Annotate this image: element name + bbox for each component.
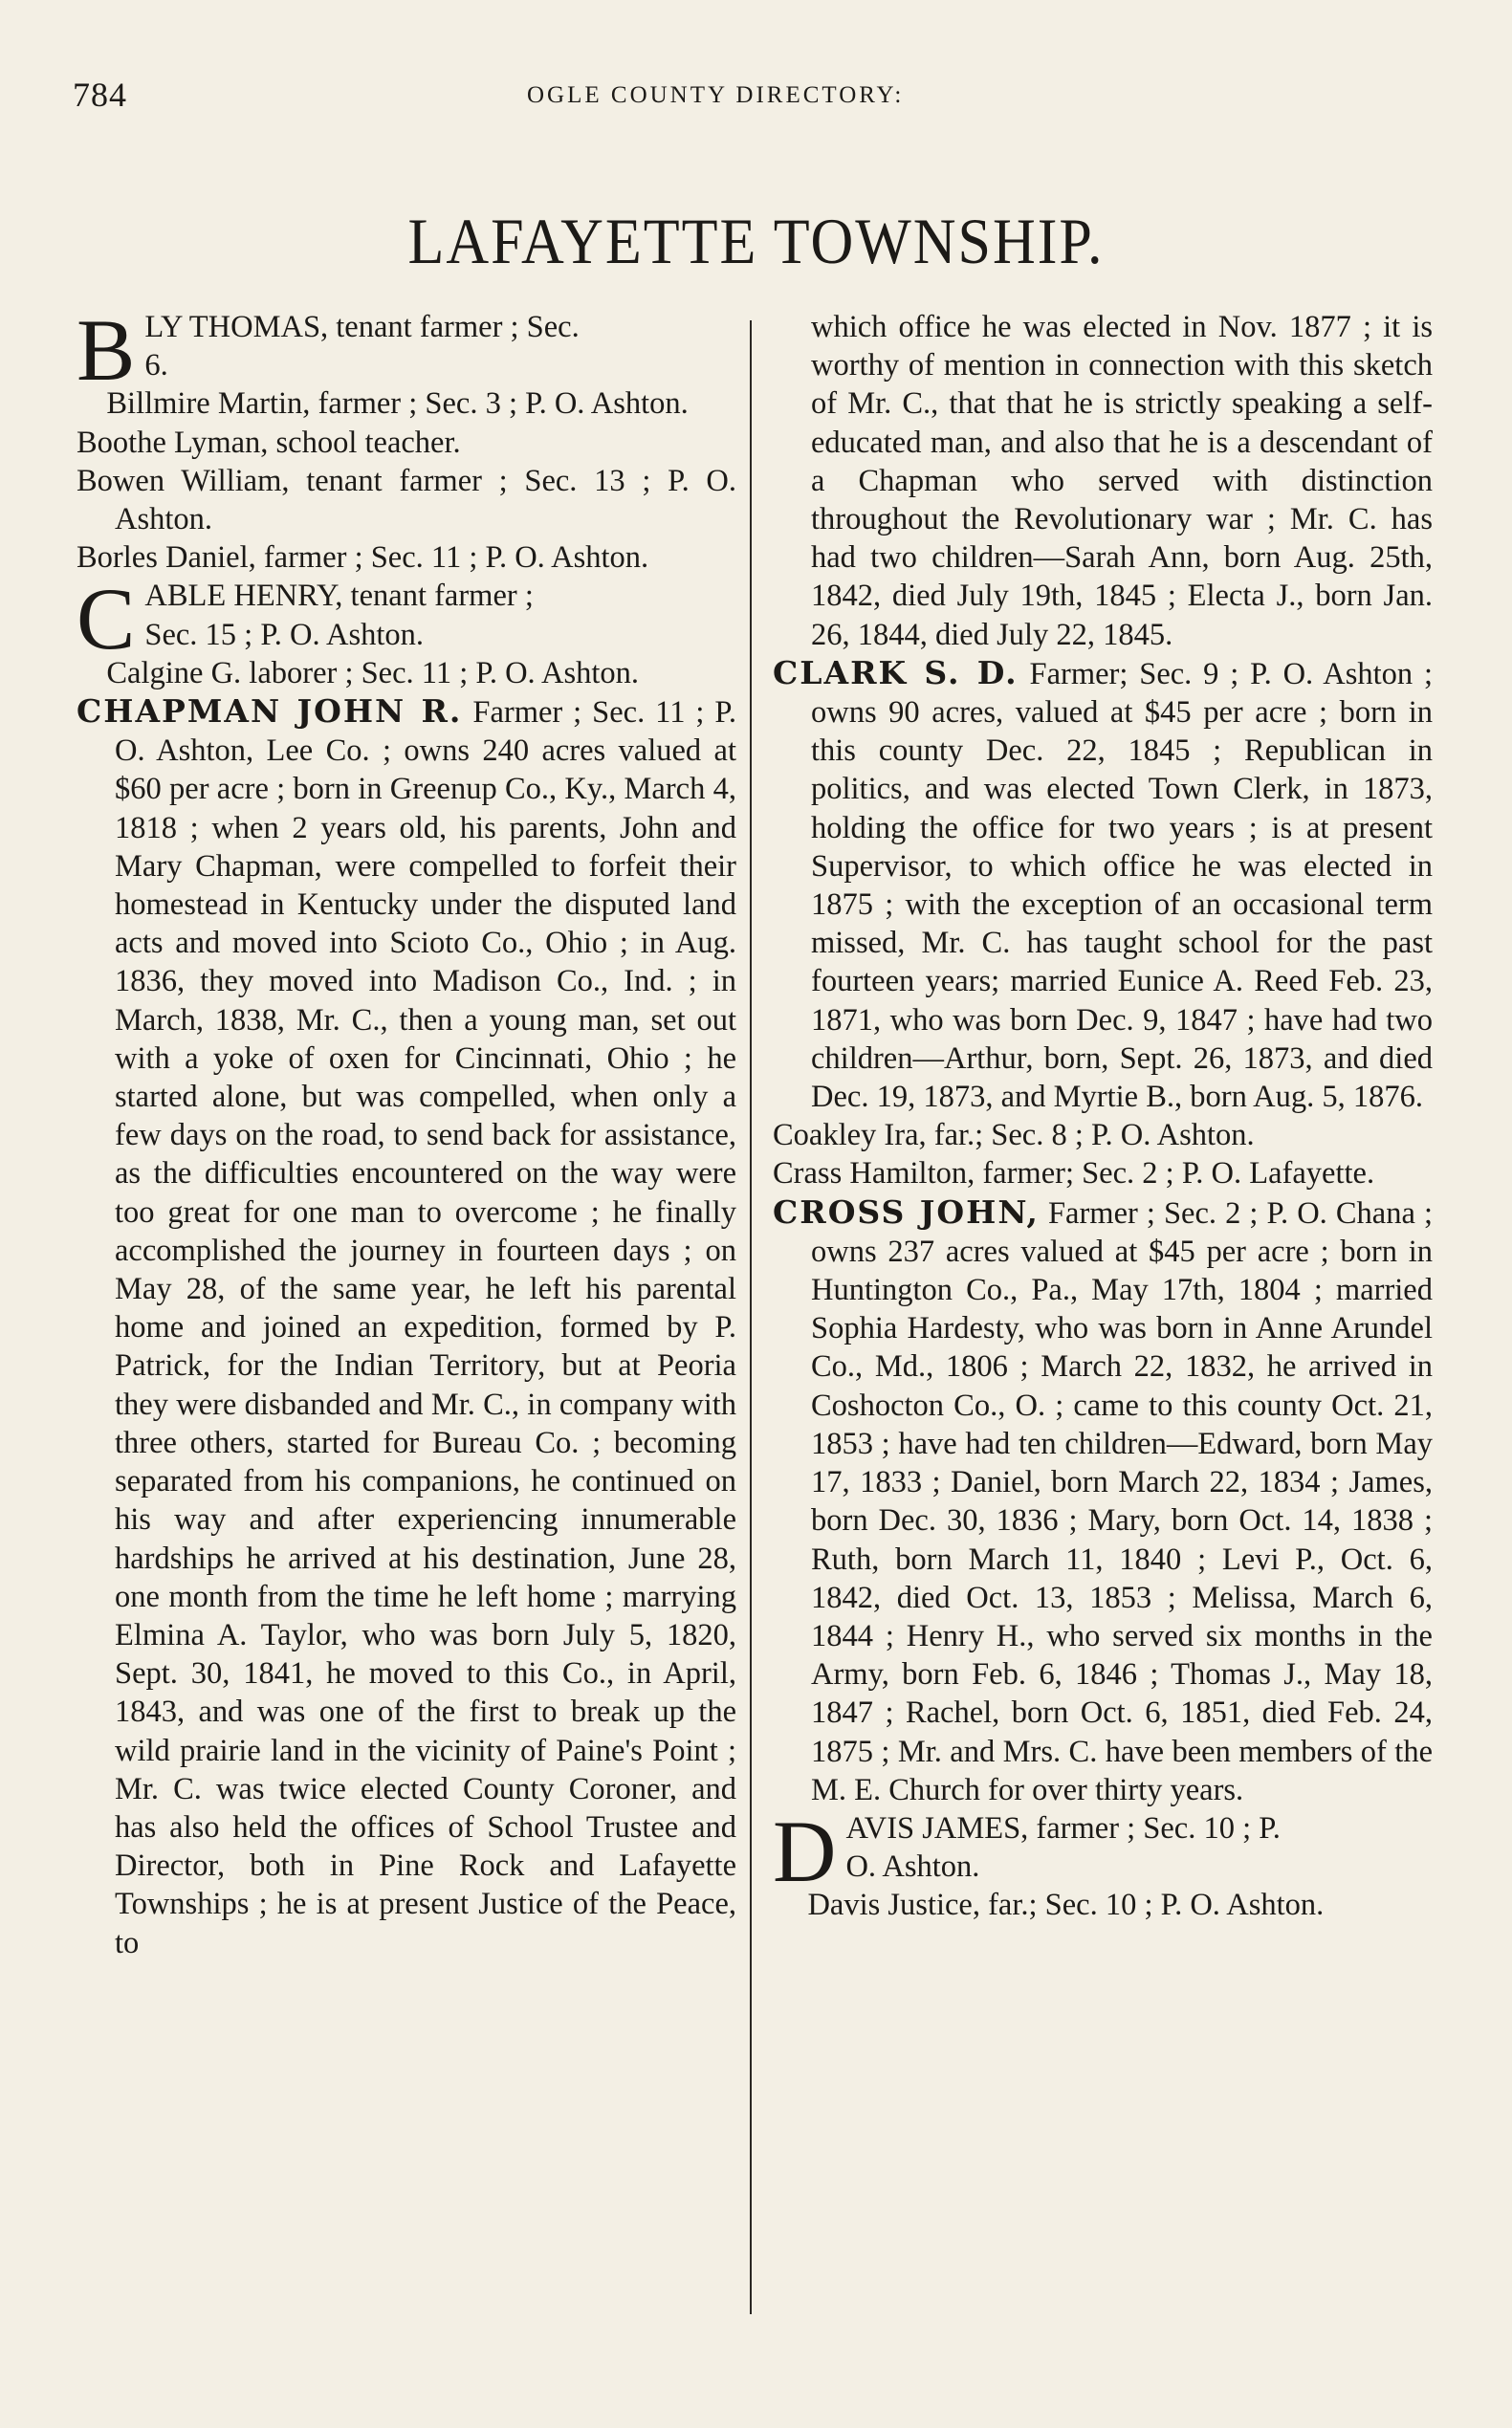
entry-clark	[773, 654, 1433, 1116]
entry-text: LY THOMAS, tenant farmer ; Sec.	[144, 310, 580, 344]
entry-calgine: Calgine G. laborer ; Sec. 11 ; P. O. Ashton.	[106, 655, 640, 690]
entry-crass: Crass Hamilton, farmer; Sec. 2 ; P. O. Lafayette.	[773, 1156, 1375, 1192]
dropcap-d: D	[773, 1802, 837, 1900]
page-header	[73, 75, 1440, 113]
entry-chapman-continued: which office he was elected in Nov. 1877 ; it is worthy of mention in connection with this sketch of Mr. C., that that he is strictly speaking a self-educated man, and also that he is a descendant of a Chapman who served with distinction throughout the Revolutionary war ; Mr. C. has had two children—Sarah Ann, born Aug. 25th, 1842, died July 19th, 1845 ; Electa J., born Jan. 26, 1844, died July 22, 1845.	[811, 310, 1433, 652]
entry-chapman	[77, 692, 736, 1962]
entry-name-chapman: CHAPMAN JOHN R.	[77, 692, 463, 731]
running-head: OGLE COUNTY DIRECTORY:	[527, 82, 905, 108]
right-column	[773, 308, 1433, 1925]
dropcap-b: B	[77, 301, 136, 399]
entry-text-chapman: Farmer ; Sec. 11 ; P. O. Ashton, Lee Co. ; owns 240 acres valued at $60 per acre ; born in Greenup Co., Ky., March 4, 1818 ; when 2 years old, his parents, John and Mary Chapman, were compelled to forfeit their homestead in Kentucky under the disputed land acts and moved into Scioto Co., Ohio ; in Aug. 1836, they moved into Madison Co., Ind. ; in March, 1838, Mr. C., then a young man, set out with a yoke of oxen for Cincinnati, Ohio ; he started alone, but was compelled, when only a few days on the road, to send back for assistance, as the difficulties encountered on the way were too great for one man to overcome ; he finally accomplished the journey in fourteen days ; on May 28, of the same year, he left his parental home and joined an expedition, formed by P. Patrick, for the Indian Territory, but at Peoria they were disbanded and Mr. C., in company with three others, started for Bureau Co. ; becoming separated from his companions, he continued on his way and after experiencing innumerable hardships he arrived at his destination, June 28, one month from the time he left home ; marrying Elmina A. Taylor, who was born July 5, 1820, Sept. 30, 1841, he moved to this Co., in April, 1843, and was one of the first to break up the wild prairie land in the vicinity of Paine's Point ; Mr. C. was twice elected County Coroner, and has also held the offices of School Trustee and Director, both in Pine Rock and Lafayette Townships ; he is at present Justice of the Peace, to	[115, 695, 736, 1960]
entry-text: AVIS JAMES, farmer ; Sec. 10 ; P.	[845, 1810, 1281, 1846]
page-number: 784	[73, 76, 127, 114]
entry-cross	[773, 1193, 1433, 1809]
entry-cable-henry	[77, 570, 736, 668]
entry-borles: Borles Daniel, farmer ; Sec. 11 ; P. O. Ashton.	[77, 540, 649, 576]
entry-davis-justice: Davis Justice, far.; Sec. 10 ; P. O. Ashton.	[807, 1888, 1325, 1923]
entry-text-cont: Sec. 15 ; P. O. Ashton.	[144, 617, 425, 652]
entry-text-cont: 6.	[144, 348, 168, 383]
entry-text-clark: Farmer; Sec. 9 ; P. O. Ashton ; owns 90 acres, valued at $45 per acre ; born in this county Dec. 22, 1845 ; Republican in politics, and was elected Town Clerk, in 1873, holding the office for two years ; is at present Supervisor, to which office he was elected in 1875 ; with the exception of an occasional term missed, Mr. C. has taught school for the past fourteen years; married Eunice A. Reed Feb. 23, 1871, who was born Dec. 9, 1847 ; have had two children—Arthur, born, Sept. 26, 1873, and died Dec. 19, 1873, and Myrtie B., born Aug. 5, 1876.	[811, 656, 1433, 1115]
entry-davis-james	[773, 1802, 1433, 1900]
entry-bly-thomas	[77, 301, 736, 399]
left-column	[77, 301, 736, 1962]
entry-text: ABLE HENRY, tenant farmer ;	[144, 579, 534, 614]
entry-coakley: Coakley Ira, far.; Sec. 8 ; P. O. Ashton.	[773, 1118, 1255, 1153]
entry-name-cross: CROSS JOHN,	[773, 1192, 1040, 1231]
dropcap-c: C	[77, 570, 136, 668]
page-title: LAFAYETTE TOWNSHIP.	[407, 206, 1105, 278]
entry-bowen: Bowen William, tenant farmer ; Sec. 13 ; P. O. Ashton.	[77, 463, 736, 537]
entry-billmire: Billmire Martin, farmer ; Sec. 3 ; P. O. Ashton.	[106, 386, 689, 422]
entry-text-cross: Farmer ; Sec. 2 ; P. O. Chana ; owns 237 acres valued at $45 per acre ; born in Huntington Co., Pa., May 17th, 1804 ; married Sophia Hardesty, who was born in Anne Arundel Co., Md., 1806 ; March 22, 1832, he arrived in Coshocton Co., O. ; came to this county Oct. 21, 1853 ; have had ten children—Edward, born May 17, 1833 ; Daniel, born March 22, 1834 ; James, born Dec. 30, 1836 ; Mary, born Oct. 14, 1838 ; Ruth, born March 11, 1840 ; Levi P., Oct. 6, 1842, died Oct. 13, 1853 ; Melissa, March 6, 1844 ; Henry H., who served six months in the Army, born Feb. 6, 1846 ; Thomas J., May 18, 1847 ; Rachel, born Oct. 6, 1851, died Feb. 24, 1875 ; Mr. and Mrs. C. have been members of the M. E. Church for over thirty years.	[811, 1195, 1433, 1807]
column-divider	[750, 320, 752, 2314]
entry-boothe: Boothe Lyman, school teacher.	[77, 425, 461, 460]
entry-text-cont: O. Ashton.	[845, 1849, 980, 1885]
entry-name-clark: CLARK S. D.	[773, 653, 1019, 691]
